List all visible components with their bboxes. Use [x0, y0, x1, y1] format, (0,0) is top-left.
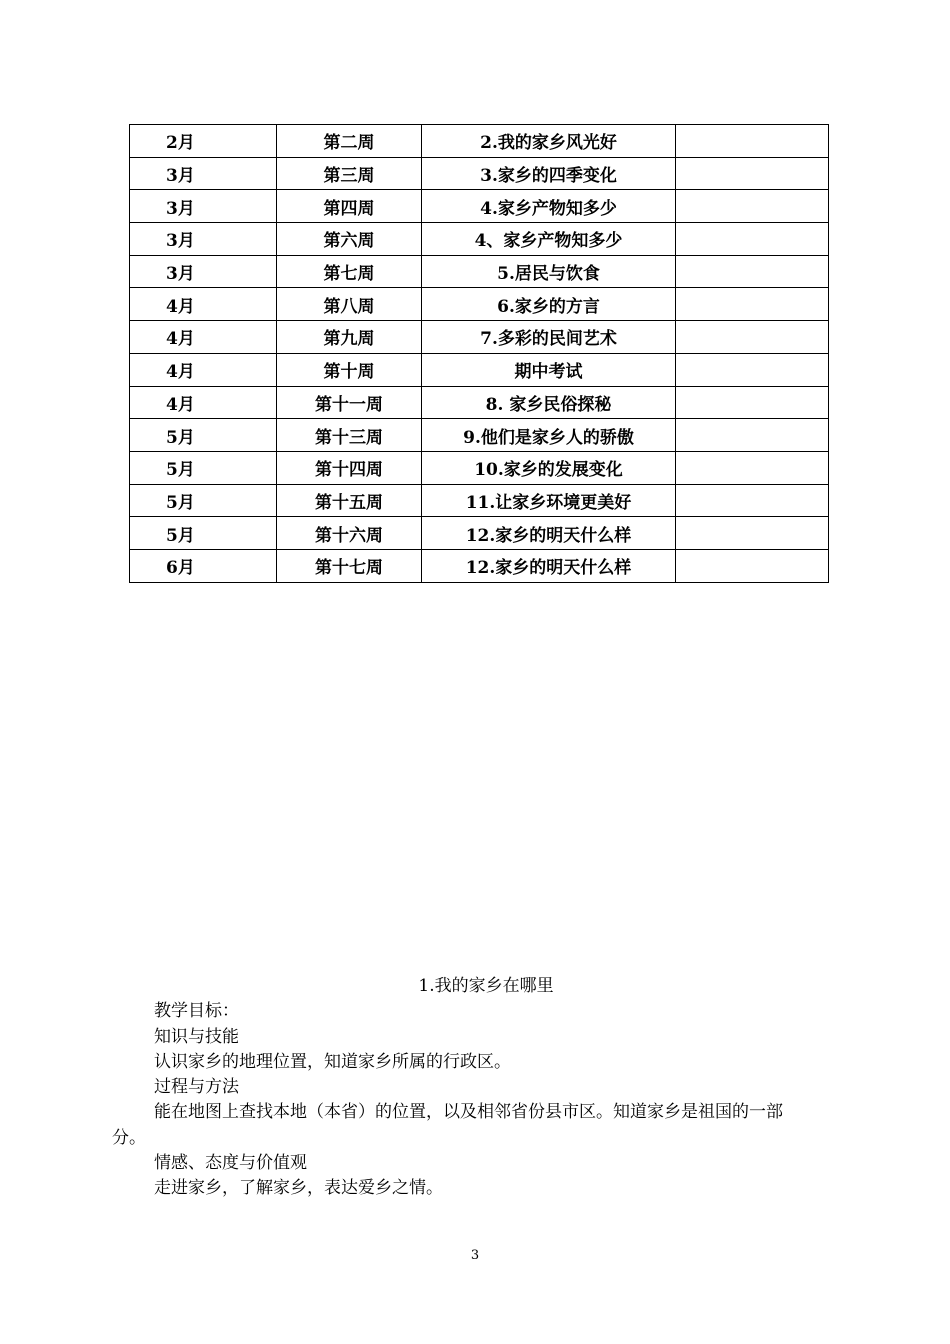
topic-cell: 8. 家乡民俗探秘 — [422, 386, 676, 419]
week-cell: 第十周 — [277, 353, 422, 386]
process-text-line1: 能在地图上查找本地（本省）的位置，以及相邻省份县市区。知道家乡是祖国的一部 — [154, 1102, 783, 1123]
week-cell: 第三周 — [277, 157, 422, 190]
knowledge-heading: 知识与技能 — [154, 1026, 239, 1047]
topic-cell: 7.多彩的民间艺术 — [422, 321, 676, 354]
knowledge-text: 认识家乡的地理位置，知道家乡所属的行政区。 — [154, 1051, 511, 1072]
lesson-section — [0, 974, 950, 1202]
month-cell: 6月 — [130, 549, 277, 582]
lesson-title: 1.我的家乡在哪里 — [418, 976, 554, 996]
table-row — [130, 386, 829, 419]
table-row — [130, 353, 829, 386]
topic-cell: 2.我的家乡风光好 — [422, 125, 676, 158]
note-cell — [676, 321, 829, 354]
week-cell: 第十四周 — [277, 451, 422, 484]
week-cell: 第二周 — [277, 125, 422, 158]
month-cell: 3月 — [130, 190, 277, 223]
table-row — [130, 223, 829, 256]
week-cell: 第九周 — [277, 321, 422, 354]
note-cell — [676, 549, 829, 582]
note-cell — [676, 255, 829, 288]
objectives-heading: 教学目标： — [154, 1001, 239, 1022]
page-number: 3 — [470, 1248, 480, 1263]
topic-cell: 期中考试 — [422, 353, 676, 386]
month-cell: 5月 — [130, 419, 277, 452]
month-cell: 3月 — [130, 157, 277, 190]
topic-cell: 11.让家乡环境更美好 — [422, 484, 676, 517]
week-cell: 第七周 — [277, 255, 422, 288]
topic-cell: 12.家乡的明天什么样 — [422, 549, 676, 582]
process-text-line2: 分。 — [112, 1127, 146, 1148]
note-cell — [676, 353, 829, 386]
note-cell — [676, 288, 829, 321]
month-cell: 4月 — [130, 386, 277, 419]
table-row — [130, 484, 829, 517]
table-row — [130, 549, 829, 582]
week-cell: 第六周 — [277, 223, 422, 256]
note-cell — [676, 190, 829, 223]
topic-cell: 3.家乡的四季变化 — [422, 157, 676, 190]
note-cell — [676, 484, 829, 517]
week-cell: 第十六周 — [277, 517, 422, 550]
month-cell: 3月 — [130, 223, 277, 256]
table-row — [130, 125, 829, 158]
week-cell: 第八周 — [277, 288, 422, 321]
week-cell: 第十七周 — [277, 549, 422, 582]
table-row — [130, 419, 829, 452]
week-cell: 第十一周 — [277, 386, 422, 419]
note-cell — [676, 517, 829, 550]
note-cell — [676, 125, 829, 158]
month-cell: 4月 — [130, 288, 277, 321]
week-cell: 第四周 — [277, 190, 422, 223]
table-row — [130, 157, 829, 190]
week-cell: 第十三周 — [277, 419, 422, 452]
note-cell — [676, 451, 829, 484]
table-row — [130, 321, 829, 354]
emotion-text: 走进家乡，了解家乡，表达爱乡之情。 — [154, 1178, 443, 1199]
topic-cell: 5.居民与饮食 — [422, 255, 676, 288]
month-cell: 5月 — [130, 451, 277, 484]
topic-cell: 10.家乡的发展变化 — [422, 451, 676, 484]
topic-cell: 9.他们是家乡人的骄傲 — [422, 419, 676, 452]
schedule-table-body — [130, 125, 829, 583]
process-heading: 过程与方法 — [154, 1077, 239, 1098]
schedule-table — [129, 124, 829, 583]
table-row — [130, 288, 829, 321]
table-row — [130, 517, 829, 550]
month-cell: 5月 — [130, 517, 277, 550]
month-cell: 3月 — [130, 255, 277, 288]
note-cell — [676, 223, 829, 256]
topic-cell: 4、家乡产物知多少 — [422, 223, 676, 256]
table-row — [130, 451, 829, 484]
week-cell: 第十五周 — [277, 484, 422, 517]
month-cell: 4月 — [130, 321, 277, 354]
month-cell: 5月 — [130, 484, 277, 517]
table-row — [130, 255, 829, 288]
note-cell — [676, 419, 829, 452]
topic-cell: 12.家乡的明天什么样 — [422, 517, 676, 550]
month-cell: 2月 — [130, 125, 277, 158]
topic-cell: 6.家乡的方言 — [422, 288, 676, 321]
table-row — [130, 190, 829, 223]
month-cell: 4月 — [130, 353, 277, 386]
topic-cell: 4.家乡产物知多少 — [422, 190, 676, 223]
note-cell — [676, 386, 829, 419]
note-cell — [676, 157, 829, 190]
emotion-heading: 情感、态度与价值观 — [154, 1153, 307, 1174]
